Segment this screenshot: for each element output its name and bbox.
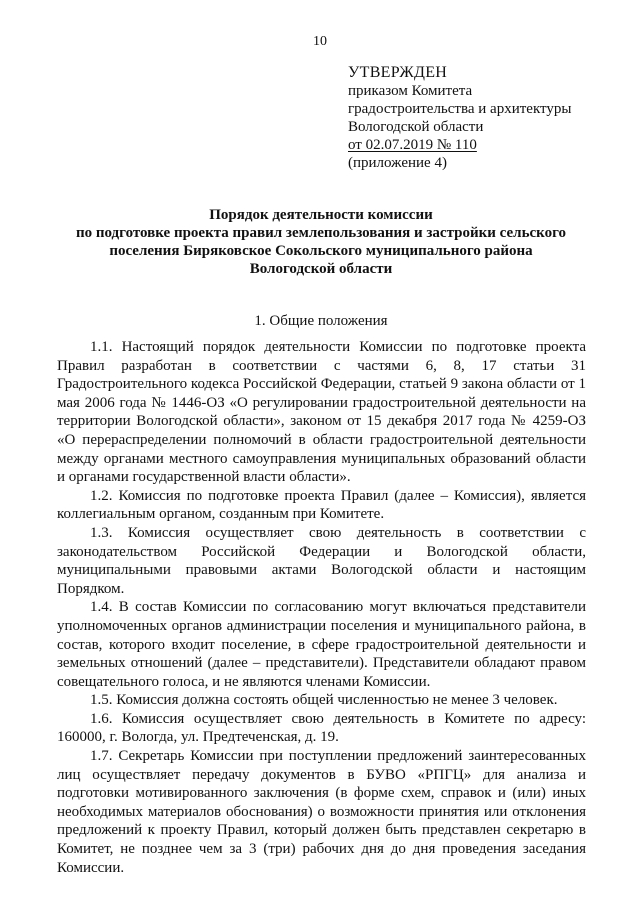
section-title: 1. Общие положения	[254, 313, 388, 329]
paragraph-1-2: 1.2. Комиссия по подготовке проекта Правил (далее – Комиссия), является коллегиальным органом, созданным при Комитете.	[57, 487, 586, 523]
approval-line: приказом Комитета	[348, 83, 473, 99]
approval-line: Вологодской области	[348, 119, 484, 135]
paragraph-1-5: 1.5. Комиссия должна состоять общей численностью не менее 3 человек.	[90, 692, 558, 709]
title-line: по подготовке проекта правил землепользования и застройки сельского	[75, 225, 567, 241]
document-title	[56, 206, 586, 278]
approval-appendix: (приложение 4)	[348, 155, 447, 171]
approval-line: градостроительства и архитектуры	[348, 101, 572, 117]
approval-date: от 02.07.2019 № 110	[348, 137, 477, 153]
paragraph-1-4: 1.4. В состав Комиссии по согласованию могут включаться представители уполномоченных органов администрации поселения и муниципального района, в состав, которого входит поселение, в сфере градостроительной деятельности и земельных отношений (далее – представители). Представители обладают правом совещательного голоса, и не являются членами Комиссии.	[57, 599, 586, 690]
approval-heading: УТВЕРЖДЕН	[348, 64, 448, 81]
title-line: поселения Биряковское Сокольского муниципального района	[109, 243, 533, 259]
title-line: Вологодской области	[249, 261, 393, 277]
paragraph-1-1: 1.1. Настоящий порядок деятельности Комиссии по подготовке проекта Правил разработан в соответствии с частями 6, 8, 17 статьи 31 Градостроительного кодекса Российской Федерации, статьей 9 закона области от 1 мая 2006 года № 1446-ОЗ «О регулировании градостроительной деятельности на территории Вологодской области», законом от 15 декабря 2017 года № 4259-ОЗ «О перераспределении полномочий в области градостроительной деятельности между органами местного самоуправления муниципальных образований области и органами государственной власти области».	[57, 339, 586, 486]
paragraph-1-7: 1.7. Секретарь Комиссии при поступлении предложений заинтересованных лиц осуществляет передачу документов в БУВО «РПГЦ» для анализа и подготовки мотивированного заключения (в форме схем, справок и (или) иных необходимых материалов обоснования) о возможности принятия или отклонения предложений к проекту Правил, который должен быть представлен секретарю в Комитет, не позднее чем за 3 (три) рабочих дня до дня проведения заседания Комиссии.	[57, 748, 586, 876]
paragraph-1-6: 1.6. Комиссия осуществляет свою деятельность в Комитете по адресу: 160000, г. Вологда, ул. Предтеченская, д. 19.	[57, 710, 586, 746]
paragraph-1-3: 1.3. Комиссия осуществляет свою деятельность в соответствии с законодательством Российской Федерации и Вологодской области, муниципальными правовыми актами Вологодской области и настоящим Порядком.	[57, 524, 586, 597]
page-number: 10	[313, 34, 327, 49]
title-line: Порядок деятельности комиссии	[209, 207, 433, 223]
document-body	[57, 338, 586, 877]
approval-block	[348, 64, 608, 172]
